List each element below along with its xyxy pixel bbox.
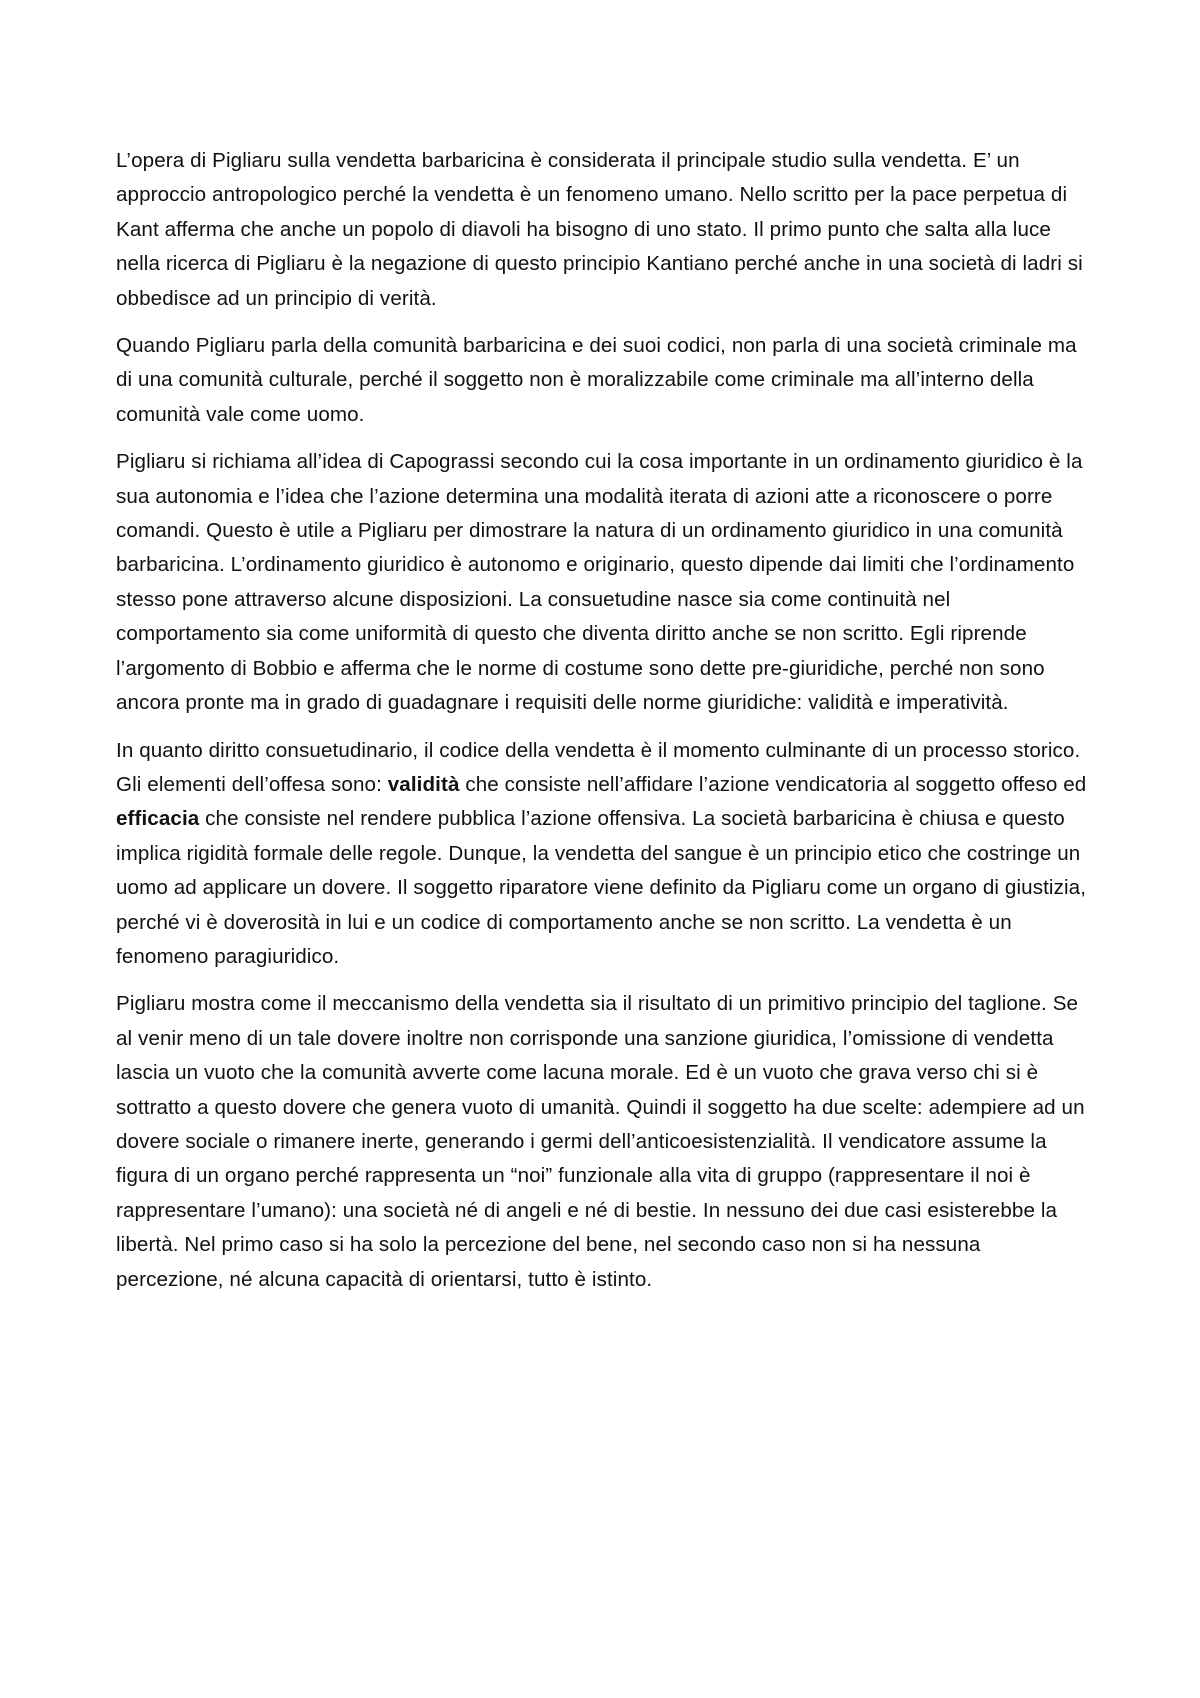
paragraph-1: L’opera di Pigliaru sulla vendetta barbaricina è considerata il principale studio sulla vendetta. E’ un approccio antropologico perché la vendetta è un fenomeno umano. Nello scritto per la pace perpetua di Kant afferma che anche un popolo di diavoli ha bisogno di uno stato. Il primo punto che salta alla luce nella ricerca di Pigliaru è la negazione di questo principio Kantiano perché anche in una società di ladri si obbedisce ad un principio di verità. xyxy=(116,149,1083,310)
document-body xyxy=(116,144,1091,1310)
term-validita: validità xyxy=(387,772,460,796)
paragraph-2: Quando Pigliaru parla della comunità barbaricina e dei suoi codici, non parla di una società criminale ma di una comunità culturale, perché il soggetto non è moralizzabile come criminale ma all’interno della comunità vale come uomo. xyxy=(116,334,1077,426)
paragraph-4 xyxy=(116,734,1091,975)
paragraph-4-text-3: che consiste nel rendere pubblica l’azione offensiva. La società barbaricina è chiusa e questo implica rigidità formale delle regole. Dunque, la vendetta del sangue è un principio etico che costringe un uomo ad applicare un dovere. Il soggetto riparatore viene definito da Pigliaru come un organo di giustizia, perché vi è doverosità in lui e un codice di comportamento anche se non scritto. La vendetta è un fenomeno paragiuridico. xyxy=(116,807,1087,968)
paragraph-5: Pigliaru mostra come il meccanismo della vendetta sia il risultato di un primitivo principio del taglione. Se al venir meno di un tale dovere inoltre non corrisponde una sanzione giuridica, l’omissione di vendetta lascia un vuoto che la comunità avverte come lacuna morale. Ed è un vuoto che grava verso chi si è sottratto a questo dovere che genera vuoto di umanità. Quindi il soggetto ha due scelte: adempiere ad un dovere sociale o rimanere inerte, generando i germi dell’anticoesistenzialità. Il vendicatore assume la figura di un organo perché rappresenta un “noi” funzionale alla vita di gruppo (rappresentare il noi è rappresentare l’umano): una società né di angeli e né di bestie. In nessuno dei due casi esisterebbe la libertà. Nel primo caso si ha solo la percezione del bene, nel secondo caso non si ha nessuna percezione, né alcuna capacità di orientarsi, tutto è istinto. xyxy=(116,992,1085,1291)
term-efficacia: efficacia xyxy=(116,807,200,831)
paragraph-4-text-2: che consiste nell’affidare l’azione vendicatoria al soggetto offeso ed xyxy=(459,772,1087,796)
paragraph-4-text-1: In quanto diritto consuetudinario, il codice della vendetta è il momento culminante di un processo storico. Gli elementi dell’offesa sono: xyxy=(116,738,1081,796)
paragraph-3: Pigliaru si richiama all’idea di Capograssi secondo cui la cosa importante in un ordinamento giuridico è la sua autonomia e l’idea che l’azione determina una modalità iterata di azioni atte a riconoscere o porre comandi. Questo è utile a Pigliaru per dimostrare la natura di un ordinamento giuridico in una comunità barbaricina. L’ordinamento giuridico è autonomo e originario, questo dipende dai limiti che l’ordinamento stesso pone attraverso alcune disposizioni. La consuetudine nasce sia come continuità nel comportamento sia come uniformità di questo che diventa diritto anche se non scritto. Egli riprende l’argomento di Bobbio e afferma che le norme di costume sono dette pre-giuridiche, perché non sono ancora pronte ma in grado di guadagnare i requisiti delle norme giuridiche: validità e imperatività. xyxy=(116,450,1083,715)
